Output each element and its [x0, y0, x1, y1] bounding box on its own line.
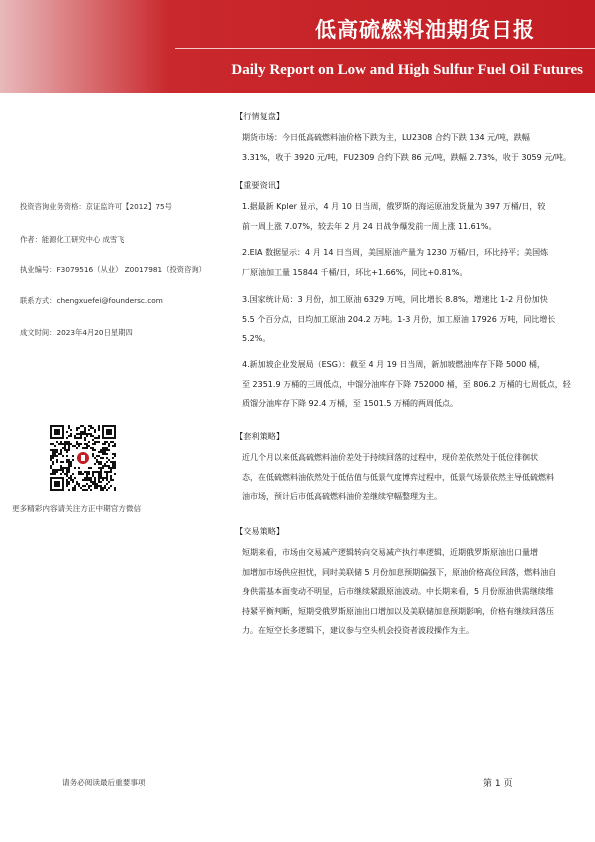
text-line: 加增加市场供应担忧，同时美联储 5 月份加息预期偏强下，原油价格高位回落，燃料油自 [242, 567, 557, 577]
text-line: 持紧平衡判断，短期受俄罗斯原油出口增加以及美联储加息预期影响，价格有继续回落压 [242, 606, 554, 616]
paragraph [242, 243, 577, 282]
author-info: 作者：能源化工研究中心 成雪飞 [20, 235, 125, 244]
text-line: 至 2351.9 万桶的三周低点，中馏分油库存下降 752000 桶，至 806.2 万桶的七周低点，轻 [242, 379, 571, 389]
header-divider [175, 48, 595, 49]
qr-code-icon [48, 423, 118, 493]
report-date: 成文时间：2023年4月20日星期四 [20, 328, 133, 337]
text-line: 质馏分油库存下降 92.4 万桶，至 1501.5 万桶的两周低点。 [242, 399, 458, 408]
text-line: 厂原油加工量 15844 千桶/日，环比+1.66%，同比+0.81%。 [242, 267, 468, 277]
section-heading: 【重要资讯】 [235, 180, 285, 190]
license-info: 投资咨询业务资格：京证监许可【2012】75号 [20, 202, 172, 211]
qr-caption: 更多精彩内容请关注方正中期官方微信 [12, 504, 142, 513]
text-line: 态，在低硫燃料油依然处于低估值与低景气度博弈过程中，低景气场景依然主导低硫燃料 [242, 472, 554, 482]
paragraph [242, 197, 577, 236]
page-number: 第 1 页 [483, 779, 513, 789]
text-line: 近几个月以来低高硫燃料油价差处于持续回落的过程中，现价差依然处于低位徘徊状 [242, 453, 538, 462]
text-line: 3.国家统计局：3 月份，加工原油 6329 万吨，同比增长 8.8%，增速比 1-2 月份加快 [242, 295, 548, 304]
paragraph [242, 290, 577, 349]
footer-notice: 请务必阅读最后重要事项 [62, 778, 146, 787]
text-line: 4.新加坡企业发展局（ESG）：截至 4 月 19 日当周，新加坡燃油库存下降 5000 桶， [242, 360, 545, 369]
text-line: 前一周上涨 7.07%，较去年 2 月 24 日战争爆发前一周上涨 11.61%。 [242, 221, 497, 231]
section-heading: 【套利策略】 [235, 431, 285, 441]
contact-email: 联系方式：chengxuefei@foundersc.com [20, 296, 163, 305]
text-line: 力。在短空长多逻辑下，建议参与空头机会投资者波段操作为主。 [242, 626, 474, 635]
report-title-cn: 低高硫燃料油期货日报 [315, 18, 535, 42]
text-line: 5.2%。 [242, 334, 271, 343]
text-line: 1.据最新 Kpler 显示，4 月 10 日当周，俄罗斯的海运原油发货量为 397 万桶/日，较 [242, 202, 546, 211]
section-heading: 【行情复盘】 [235, 111, 285, 121]
paragraph [242, 355, 577, 414]
text-line: 油市场，预计后市低高硫燃料油价差继续窄幅整理为主。 [242, 492, 442, 501]
text-line: 身供需基本面变动不明显，后市继续紧跟原油波动。中长期来看，5 月份原油供需继续维 [242, 587, 554, 596]
text-line: 2.EIA 数据显示：4 月 14 日当周，美国原油产量为 1230 万桶/日，环比持平；美国炼 [242, 248, 549, 257]
text-line: 短期来看，市场由交易减产逻辑转向交易减产执行率逻辑，近期俄罗斯原油出口量增 [242, 548, 538, 557]
cert-number: 执业编号：F3079516（从业） Z0017981（投资咨询） [20, 265, 206, 274]
paragraph [242, 543, 577, 641]
paragraph [242, 448, 577, 507]
header-band [0, 0, 595, 93]
text-line: 3.31%，收于 3920 元/吨，FU2309 合约下跌 86 元/吨，跌幅 2.73%，收于 3059 元/吨。 [242, 152, 571, 162]
paragraph [242, 128, 577, 167]
text-line: 5.5 个百分点，日均加工原油 204.2 万吨。1-3 月份，加工原油 17926 万吨，同比增长 [242, 314, 556, 324]
report-title-en: Daily Report on Low and High Sulfur Fuel Oil Futures [231, 62, 583, 78]
text-line: 期货市场：今日低高硫燃料油价格下跌为主，LU2308 合约下跌 134 元/吨，跌幅 [242, 133, 530, 142]
section-heading: 【交易策略】 [235, 526, 285, 536]
